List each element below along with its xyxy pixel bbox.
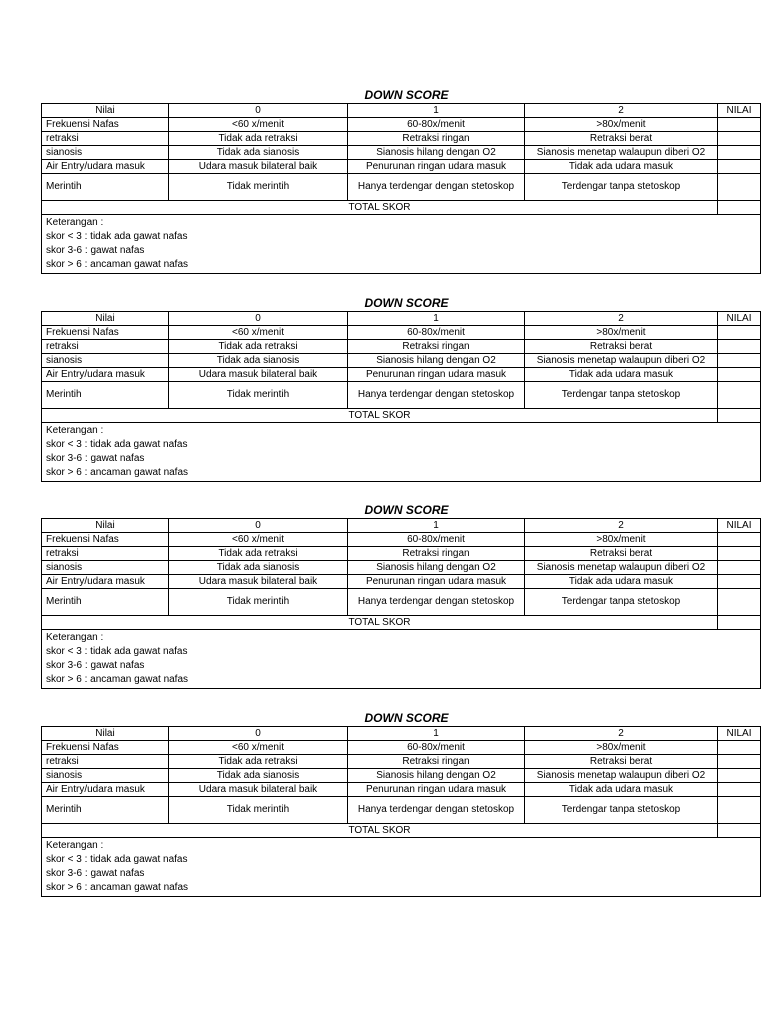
score-1-cell: Sianosis hilang dengan O2 — [348, 146, 525, 160]
notes-row — [42, 630, 761, 689]
score-0-cell: Tidak ada retraksi — [169, 340, 348, 354]
score-1-cell: Retraksi ringan — [348, 340, 525, 354]
score-0-cell: Tidak ada retraksi — [169, 547, 348, 561]
form-title: DOWN SCORE — [364, 503, 449, 517]
score-0-cell: Tidak ada sianosis — [169, 769, 348, 783]
note-line: Keterangan : — [46, 425, 104, 436]
criteria-label: retraksi — [42, 340, 169, 354]
table-row — [42, 755, 761, 769]
note-line: skor > 6 : ancaman gawat nafas — [46, 259, 189, 270]
score-table — [41, 103, 761, 274]
notes-cell — [42, 630, 761, 689]
score-2-cell: Sianosis menetap walaupun diberi O2 — [525, 769, 718, 783]
criteria-label: retraksi — [42, 547, 169, 561]
total-label: TOTAL SKOR — [42, 824, 718, 838]
header-cell: Nilai — [42, 104, 169, 118]
nilai-input-cell[interactable] — [718, 146, 761, 160]
score-2-cell: Terdengar tanpa stetoskop — [525, 797, 718, 824]
note-line: skor < 3 : tidak ada gawat nafas — [46, 854, 188, 865]
header-cell: 1 — [348, 104, 525, 118]
down-score-form — [41, 503, 752, 689]
header-cell: NILAI — [718, 727, 761, 741]
score-2-cell: Retraksi berat — [525, 755, 718, 769]
table-row — [42, 561, 761, 575]
form-title: DOWN SCORE — [364, 711, 449, 725]
score-2-cell: Sianosis menetap walaupun diberi O2 — [525, 354, 718, 368]
form-title: DOWN SCORE — [364, 88, 449, 102]
table-row — [42, 146, 761, 160]
notes-cell — [42, 423, 761, 482]
header-cell: 1 — [348, 312, 525, 326]
score-2-cell: Tidak ada udara masuk — [525, 368, 718, 382]
header-cell: 1 — [348, 519, 525, 533]
header-cell: 2 — [525, 312, 718, 326]
score-table — [41, 311, 761, 482]
total-label: TOTAL SKOR — [42, 616, 718, 630]
notes-row — [42, 423, 761, 482]
score-2-cell: Retraksi berat — [525, 547, 718, 561]
total-row — [42, 409, 761, 423]
header-cell: 2 — [525, 727, 718, 741]
note-line: skor 3-6 : gawat nafas — [46, 453, 145, 464]
criteria-label: Merintih — [42, 589, 169, 616]
table-row — [42, 769, 761, 783]
score-0-cell: Tidak merintih — [169, 174, 348, 201]
header-cell: 0 — [169, 519, 348, 533]
criteria-label: Frekuensi Nafas — [42, 741, 169, 755]
score-0-cell: <60 x/menit — [169, 118, 348, 132]
nilai-input-cell[interactable] — [718, 769, 761, 783]
table-row — [42, 340, 761, 354]
down-score-form — [41, 711, 752, 897]
score-2-cell: Retraksi berat — [525, 132, 718, 146]
nilai-input-cell[interactable] — [718, 368, 761, 382]
header-cell: Nilai — [42, 519, 169, 533]
note-line: skor > 6 : ancaman gawat nafas — [46, 467, 189, 478]
criteria-label: Air Entry/udara masuk — [42, 160, 169, 174]
total-row — [42, 616, 761, 630]
criteria-label: sianosis — [42, 354, 169, 368]
table-row — [42, 783, 761, 797]
score-0-cell: Tidak ada retraksi — [169, 132, 348, 146]
nilai-input-cell[interactable] — [718, 382, 761, 409]
score-2-cell: Tidak ada udara masuk — [525, 575, 718, 589]
total-row — [42, 201, 761, 215]
note-line: Keterangan : — [46, 840, 104, 851]
nilai-input-cell[interactable] — [718, 118, 761, 132]
score-0-cell: Tidak ada sianosis — [169, 146, 348, 160]
note-line: skor > 6 : ancaman gawat nafas — [46, 882, 189, 893]
score-1-cell: Sianosis hilang dengan O2 — [348, 561, 525, 575]
down-score-form — [41, 88, 752, 274]
score-2-cell: Terdengar tanpa stetoskop — [525, 174, 718, 201]
total-input-cell[interactable] — [718, 824, 761, 838]
score-2-cell: Terdengar tanpa stetoskop — [525, 589, 718, 616]
nilai-input-cell[interactable] — [718, 132, 761, 146]
score-0-cell: Udara masuk bilateral baik — [169, 575, 348, 589]
form-title: DOWN SCORE — [364, 296, 449, 310]
criteria-label: sianosis — [42, 561, 169, 575]
score-1-cell: Retraksi ringan — [348, 547, 525, 561]
score-0-cell: Tidak ada sianosis — [169, 561, 348, 575]
criteria-label: Merintih — [42, 797, 169, 824]
score-table — [41, 518, 761, 689]
score-1-cell: Penurunan ringan udara masuk — [348, 368, 525, 382]
total-label: TOTAL SKOR — [42, 201, 718, 215]
table-row — [42, 382, 761, 409]
table-row — [42, 132, 761, 146]
header-cell: Nilai — [42, 312, 169, 326]
nilai-input-cell[interactable] — [718, 797, 761, 824]
nilai-input-cell[interactable] — [718, 160, 761, 174]
score-1-cell: Hanya terdengar dengan stetoskop — [348, 174, 525, 201]
score-0-cell: <60 x/menit — [169, 533, 348, 547]
nilai-input-cell[interactable] — [718, 533, 761, 547]
header-row — [42, 104, 761, 118]
header-cell: NILAI — [718, 519, 761, 533]
score-1-cell: Retraksi ringan — [348, 755, 525, 769]
score-2-cell: >80x/menit — [525, 326, 718, 340]
score-2-cell: Retraksi berat — [525, 340, 718, 354]
score-0-cell: Tidak merintih — [169, 382, 348, 409]
nilai-input-cell[interactable] — [718, 741, 761, 755]
notes-row — [42, 215, 761, 274]
score-1-cell: 60-80x/menit — [348, 118, 525, 132]
table-row — [42, 575, 761, 589]
score-1-cell: Sianosis hilang dengan O2 — [348, 354, 525, 368]
nilai-input-cell[interactable] — [718, 547, 761, 561]
table-row — [42, 118, 761, 132]
score-0-cell: <60 x/menit — [169, 326, 348, 340]
criteria-label: sianosis — [42, 146, 169, 160]
total-input-cell[interactable] — [718, 201, 761, 215]
criteria-label: retraksi — [42, 132, 169, 146]
score-2-cell: >80x/menit — [525, 118, 718, 132]
table-row — [42, 741, 761, 755]
table-row — [42, 160, 761, 174]
table-row — [42, 174, 761, 201]
note-line: skor < 3 : tidak ada gawat nafas — [46, 231, 188, 242]
criteria-label: Frekuensi Nafas — [42, 326, 169, 340]
note-line: skor > 6 : ancaman gawat nafas — [46, 674, 189, 685]
nilai-input-cell[interactable] — [718, 783, 761, 797]
criteria-label: sianosis — [42, 769, 169, 783]
criteria-label: retraksi — [42, 755, 169, 769]
header-cell: NILAI — [718, 312, 761, 326]
score-0-cell: Udara masuk bilateral baik — [169, 368, 348, 382]
notes-cell — [42, 215, 761, 274]
table-row — [42, 533, 761, 547]
score-1-cell: Penurunan ringan udara masuk — [348, 160, 525, 174]
table-row — [42, 354, 761, 368]
score-1-cell: Hanya terdengar dengan stetoskop — [348, 382, 525, 409]
criteria-label: Merintih — [42, 174, 169, 201]
nilai-input-cell[interactable] — [718, 755, 761, 769]
score-0-cell: Tidak merintih — [169, 797, 348, 824]
score-1-cell: Penurunan ringan udara masuk — [348, 783, 525, 797]
table-row — [42, 547, 761, 561]
table-row — [42, 797, 761, 824]
total-label: TOTAL SKOR — [42, 409, 718, 423]
total-input-cell[interactable] — [718, 409, 761, 423]
criteria-label: Frekuensi Nafas — [42, 533, 169, 547]
header-cell: 0 — [169, 727, 348, 741]
note-line: skor 3-6 : gawat nafas — [46, 245, 145, 256]
table-row — [42, 326, 761, 340]
score-1-cell: Retraksi ringan — [348, 132, 525, 146]
notes-cell — [42, 838, 761, 897]
score-2-cell: Tidak ada udara masuk — [525, 160, 718, 174]
score-2-cell: Tidak ada udara masuk — [525, 783, 718, 797]
score-2-cell: Sianosis menetap walaupun diberi O2 — [525, 146, 718, 160]
criteria-label: Frekuensi Nafas — [42, 118, 169, 132]
score-1-cell: Penurunan ringan udara masuk — [348, 575, 525, 589]
note-line: skor < 3 : tidak ada gawat nafas — [46, 646, 188, 657]
score-0-cell: Udara masuk bilateral baik — [169, 783, 348, 797]
criteria-label: Merintih — [42, 382, 169, 409]
score-1-cell: 60-80x/menit — [348, 533, 525, 547]
nilai-input-cell[interactable] — [718, 174, 761, 201]
header-cell: 2 — [525, 104, 718, 118]
criteria-label: Air Entry/udara masuk — [42, 368, 169, 382]
down-score-form — [41, 296, 752, 482]
nilai-input-cell[interactable] — [718, 561, 761, 575]
score-1-cell: Hanya terdengar dengan stetoskop — [348, 589, 525, 616]
score-0-cell: Udara masuk bilateral baik — [169, 160, 348, 174]
total-input-cell[interactable] — [718, 616, 761, 630]
score-0-cell: Tidak ada retraksi — [169, 755, 348, 769]
header-row — [42, 727, 761, 741]
header-row — [42, 312, 761, 326]
nilai-input-cell[interactable] — [718, 354, 761, 368]
header-cell: Nilai — [42, 727, 169, 741]
note-line: skor < 3 : tidak ada gawat nafas — [46, 439, 188, 450]
score-2-cell: >80x/menit — [525, 741, 718, 755]
score-0-cell: Tidak ada sianosis — [169, 354, 348, 368]
table-row — [42, 368, 761, 382]
header-cell: 0 — [169, 312, 348, 326]
score-1-cell: Sianosis hilang dengan O2 — [348, 769, 525, 783]
header-cell: 2 — [525, 519, 718, 533]
score-1-cell: 60-80x/menit — [348, 326, 525, 340]
nilai-input-cell[interactable] — [718, 340, 761, 354]
nilai-input-cell[interactable] — [718, 326, 761, 340]
score-0-cell: Tidak merintih — [169, 589, 348, 616]
table-row — [42, 589, 761, 616]
note-line: Keterangan : — [46, 217, 104, 228]
header-row — [42, 519, 761, 533]
notes-row — [42, 838, 761, 897]
nilai-input-cell[interactable] — [718, 589, 761, 616]
criteria-label: Air Entry/udara masuk — [42, 783, 169, 797]
note-line: Keterangan : — [46, 632, 104, 643]
note-line: skor 3-6 : gawat nafas — [46, 660, 145, 671]
header-cell: NILAI — [718, 104, 761, 118]
score-2-cell: >80x/menit — [525, 533, 718, 547]
score-table — [41, 726, 761, 897]
score-2-cell: Sianosis menetap walaupun diberi O2 — [525, 561, 718, 575]
score-1-cell: 60-80x/menit — [348, 741, 525, 755]
note-line: skor 3-6 : gawat nafas — [46, 868, 145, 879]
total-row — [42, 824, 761, 838]
header-cell: 0 — [169, 104, 348, 118]
score-2-cell: Terdengar tanpa stetoskop — [525, 382, 718, 409]
score-1-cell: Hanya terdengar dengan stetoskop — [348, 797, 525, 824]
header-cell: 1 — [348, 727, 525, 741]
criteria-label: Air Entry/udara masuk — [42, 575, 169, 589]
nilai-input-cell[interactable] — [718, 575, 761, 589]
score-0-cell: <60 x/menit — [169, 741, 348, 755]
